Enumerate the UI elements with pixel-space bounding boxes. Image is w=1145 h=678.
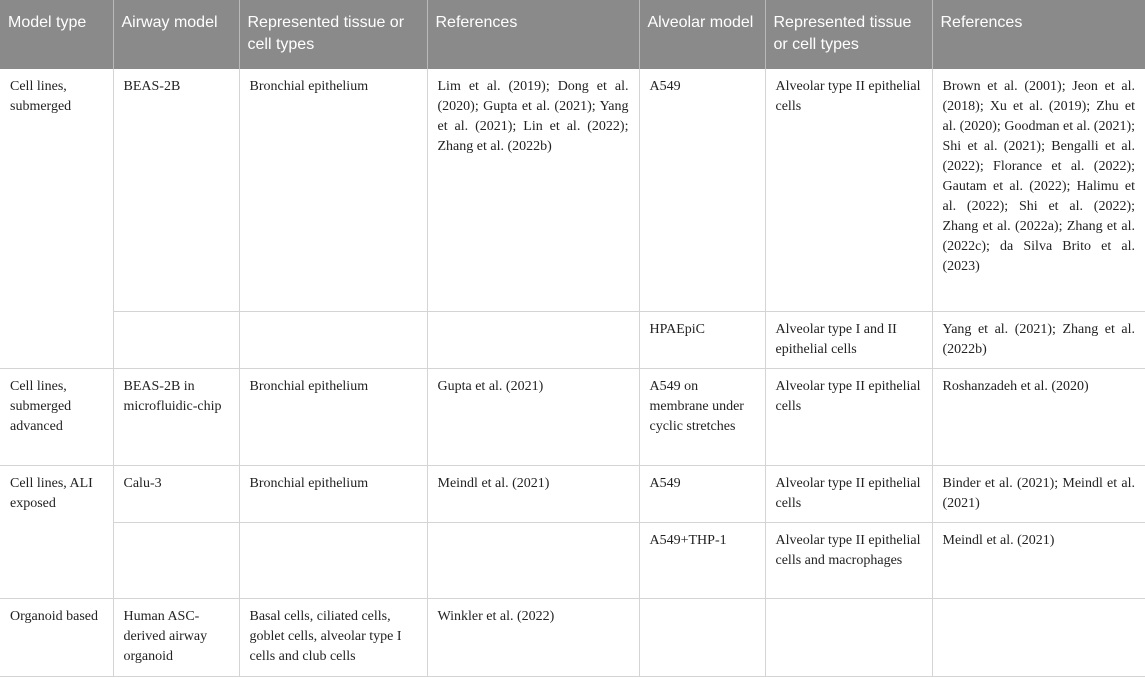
- model-type-cell: Cell lines, submerged: [0, 69, 113, 368]
- airway-tissue-cell: Basal cells, ciliated cells, goblet cells, alveolar type I cells and club cells: [239, 598, 427, 676]
- alveolar-tissue-cell: Alveolar type II epithelial cells: [765, 368, 932, 465]
- alveolar-tissue-cell: Alveolar type II epithelial cells and macrophages: [765, 522, 932, 598]
- header-model-type: Model type: [0, 0, 113, 69]
- airway-model-cell: BEAS-2B: [113, 69, 239, 311]
- airway-references-cell: [427, 522, 639, 598]
- alveolar-references-cell: Roshanzadeh et al. (2020): [932, 368, 1145, 465]
- header-airway-model: Airway model: [113, 0, 239, 69]
- airway-tissue-cell: [239, 311, 427, 368]
- header-alveolar-model: Alveolar model: [639, 0, 765, 69]
- alveolar-model-cell: HPAEpiC: [639, 311, 765, 368]
- alveolar-model-cell: A549 on membrane under cyclic stretches: [639, 368, 765, 465]
- header-airway-references: References: [427, 0, 639, 69]
- alveolar-tissue-cell: [765, 598, 932, 676]
- alveolar-references-cell: Yang et al. (2021); Zhang et al. (2022b): [932, 311, 1145, 368]
- model-type-cell: Organoid based: [0, 598, 113, 676]
- alveolar-references-cell: [932, 598, 1145, 676]
- airway-model-cell: [113, 311, 239, 368]
- header-alveolar-references: References: [932, 0, 1145, 69]
- airway-tissue-cell: Bronchial epithelium: [239, 69, 427, 311]
- airway-references-cell: [427, 311, 639, 368]
- table-row: [0, 311, 1145, 368]
- airway-tissue-cell: Bronchial epithelium: [239, 465, 427, 522]
- airway-model-cell: Calu-3: [113, 465, 239, 522]
- alveolar-tissue-cell: Alveolar type I and II epithelial cells: [765, 311, 932, 368]
- table-row: [0, 69, 1145, 311]
- alveolar-references-cell: Brown et al. (2001); Jeon et al. (2018); Xu et al. (2019); Zhu et al. (2020); Goodman et al. (2021); Shi et al. (2021); Bengalli et al. (2022); Florance et al. (2022); Gautam et al. (2022); Halimu et al. (2022); Shi et al. (2022); Zhang et al. (2022a); Zhang et al. (2022c); da Silva Brito et al. (2023): [932, 69, 1145, 311]
- alveolar-model-cell: [639, 598, 765, 676]
- model-type-cell: Cell lines, ALI exposed: [0, 465, 113, 598]
- table-row: [0, 522, 1145, 598]
- airway-model-cell: BEAS-2B in microfluidic-chip: [113, 368, 239, 465]
- alveolar-tissue-cell: Alveolar type II epithelial cells: [765, 69, 932, 311]
- airway-tissue-cell: [239, 522, 427, 598]
- airway-references-cell: Meindl et al. (2021): [427, 465, 639, 522]
- airway-references-cell: Gupta et al. (2021): [427, 368, 639, 465]
- model-type-cell: Cell lines, submerged advanced: [0, 368, 113, 465]
- table-row: [0, 598, 1145, 676]
- alveolar-references-cell: Meindl et al. (2021): [932, 522, 1145, 598]
- alveolar-model-cell: A549: [639, 69, 765, 311]
- alveolar-model-cell: A549+THP-1: [639, 522, 765, 598]
- header-row: [0, 0, 1145, 69]
- airway-references-cell: Winkler et al. (2022): [427, 598, 639, 676]
- airway-tissue-cell: Bronchial epithelium: [239, 368, 427, 465]
- header-alveolar-tissue: Represented tissue or cell types: [765, 0, 932, 69]
- alveolar-tissue-cell: Alveolar type II epithelial cells: [765, 465, 932, 522]
- airway-model-cell: [113, 522, 239, 598]
- alveolar-model-cell: A549: [639, 465, 765, 522]
- alveolar-references-cell: Binder et al. (2021); Meindl et al. (2021): [932, 465, 1145, 522]
- airway-model-cell: Human ASC-derived airway organoid: [113, 598, 239, 676]
- airway-references-cell: Lim et al. (2019); Dong et al. (2020); Gupta et al. (2021); Yang et al. (2021); Lin et al. (2022); Zhang et al. (2022b): [427, 69, 639, 311]
- table-row: [0, 368, 1145, 465]
- header-airway-tissue: Represented tissue or cell types: [239, 0, 427, 69]
- table-row: [0, 465, 1145, 522]
